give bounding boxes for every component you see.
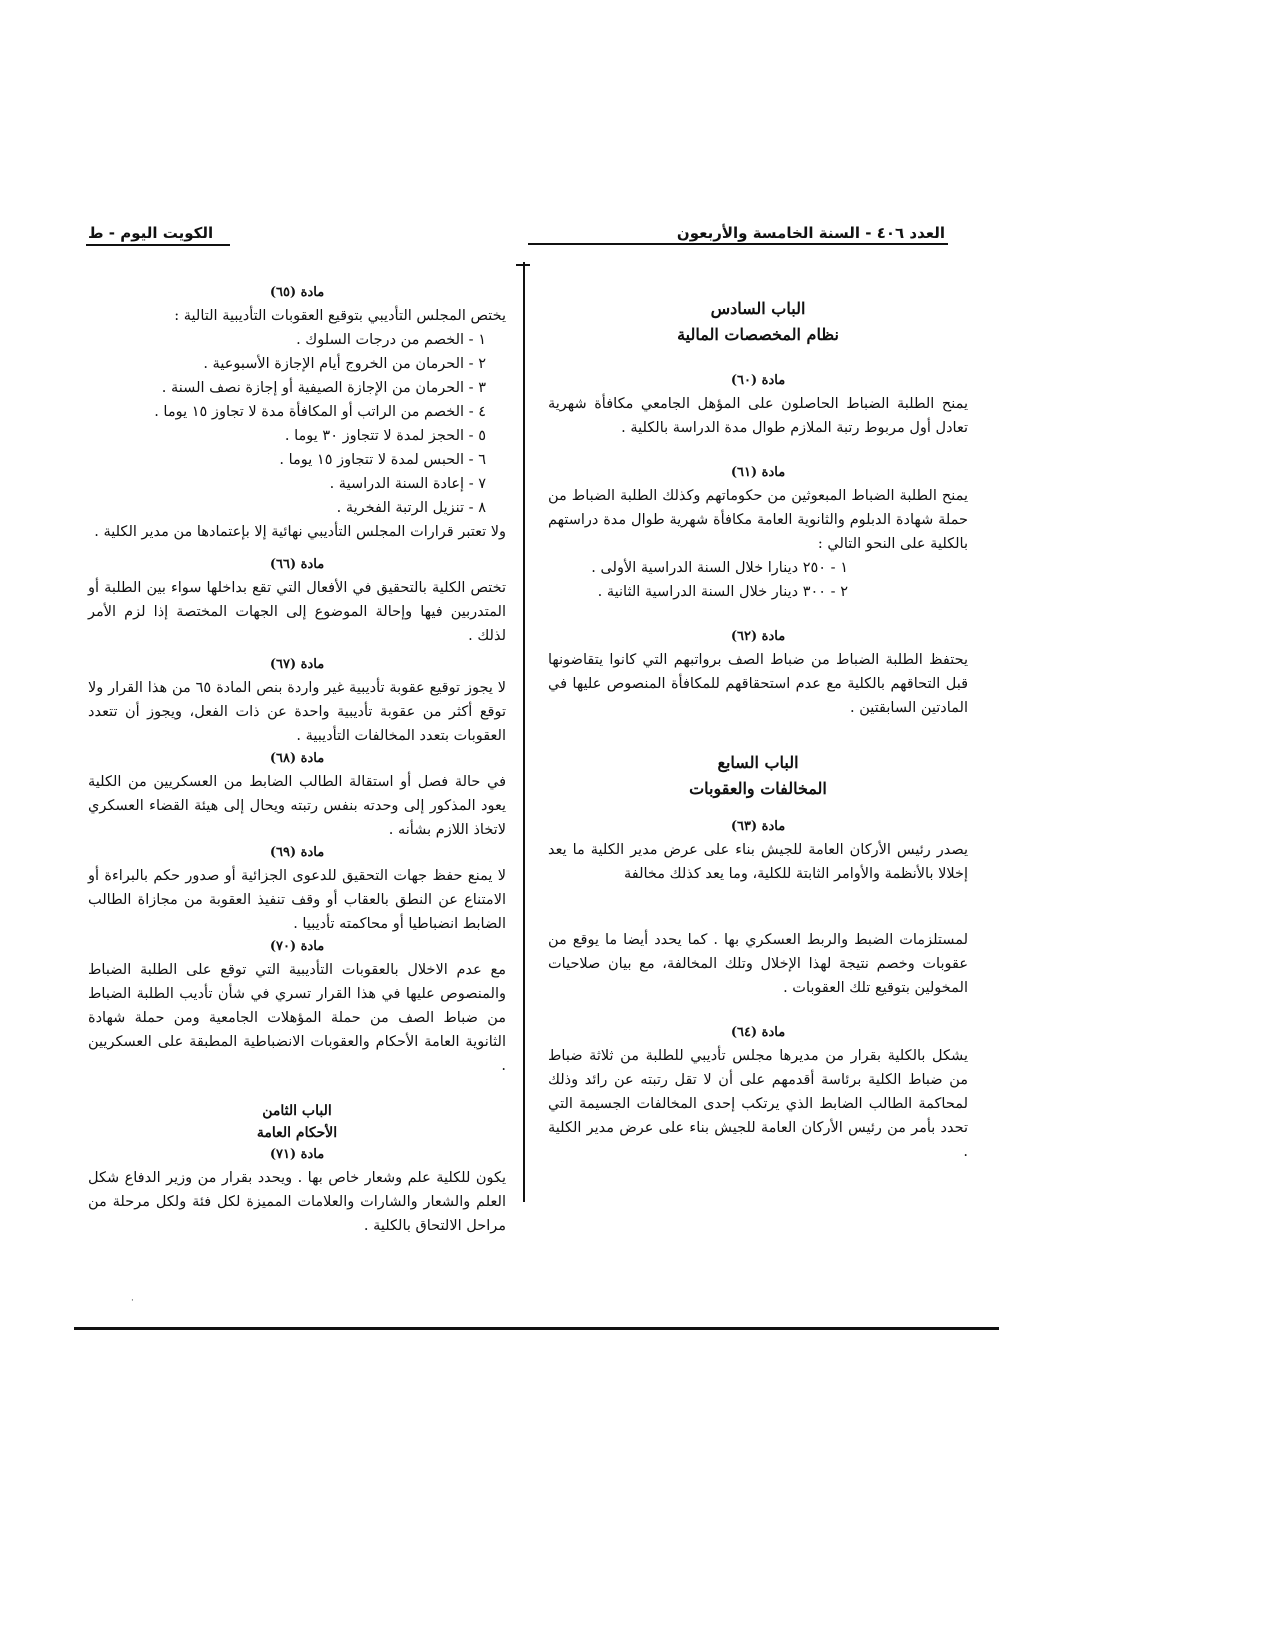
article-66-heading: مادة (٦٦) [269, 557, 325, 572]
article-61-item-2: ٢ - ٣٠٠ دينار خلال السنة الدراسية الثانية . [597, 584, 848, 600]
article-60-heading: مادة (٦٠) [730, 373, 786, 388]
article-70-heading: مادة (٧٠) [269, 939, 325, 954]
footer-rule [74, 1327, 999, 1330]
article-65-item: ٥ - الحجز لمدة لا تتجاوز ٣٠ يوما . [284, 428, 486, 444]
article-61-text: يمنح الطلبة الضباط المبعوثين من حكوماتهم وكذلك الطلبة الضباط من حملة شهادة الدبلوم والثانوية العامة مكافأة شهرية طوال مدة دراستهم بالكلية على النحو التالي : [548, 488, 968, 552]
article-69-text: لا يمنع حفظ جهات التحقيق للدعوى الجزائية أو صدور حكم بالبراءة أو الامتناع عن النطق بالعقاب أو وقف تنفيذ العقوبة من مجازاة الطالب الضابط انضباطيا أو محاكمته تأديبيا . [88, 868, 506, 932]
left-column [88, 282, 506, 1238]
article-68-heading: مادة (٦٨) [269, 751, 325, 766]
article-65-intro: يختص المجلس التأديبي بتوقيع العقوبات التأديبية التالية : [174, 308, 506, 324]
issue-header: العدد ٤٠٦ - السنة الخامسة والأربعون [676, 224, 945, 242]
article-66-text: تختص الكلية بالتحقيق في الأفعال التي تقع بداخلها سواء بين الطلبة أو المتدربين فيها وإحالة الموضوع إلى الجهات المختصة إذا لزم الأمر لذلك . [88, 580, 506, 644]
article-67-heading: مادة (٦٧) [269, 657, 325, 672]
chapter-8-subtitle: الأحكام العامة [256, 1125, 338, 1141]
article-61-heading: مادة (٦١) [730, 465, 786, 480]
chapter-7-title: الباب السابع [717, 753, 799, 772]
article-65-item: ٧ - إعادة السنة الدراسية . [329, 476, 486, 492]
chapter-6-title: الباب السادس [710, 299, 806, 318]
article-68-text: في حالة فصل أو استقالة الطالب الضابط من العسكريين من الكلية يعود المذكور إلى وحدته بنفس رتبته ويحال إلى هيئة القضاء العسكري لاتخاذ اللازم بشأنه . [88, 774, 506, 838]
column-divider-tick [516, 264, 530, 266]
article-71-heading: مادة (٧١) [269, 1147, 325, 1162]
article-65-item: ٣ - الحرمان من الإجازة الصيفية أو إجازة نصف السنة . [161, 380, 486, 396]
article-63-heading: مادة (٦٣) [730, 819, 786, 834]
article-65-item: ١ - الخصم من درجات السلوك . [296, 332, 486, 348]
article-65-item: ٦ - الحبس لمدة لا تتجاوز ١٥ يوما . [279, 452, 486, 468]
article-71-text: يكون للكلية علم وشعار خاص بها . ويحدد بقرار من وزير الدفاع شكل العلم والشعار والشارات والعلامات المميزة لكل فئة ولكل مرحلة من مراحل الالتحاق بالكلية . [88, 1170, 506, 1234]
chapter-7-subtitle: المخالفات والعقوبات [689, 779, 827, 798]
header-rule-right [528, 243, 948, 245]
header-rule-left [86, 244, 230, 246]
scan-speck: · [131, 1296, 134, 1306]
column-divider [523, 262, 525, 1202]
article-65-item: ٢ - الحرمان من الخروج أيام الإجازة الأسبوعية . [203, 356, 486, 372]
article-63-text-part-1: يصدر رئيس الأركان العامة للجيش بناء على عرض مدير الكلية ما يعد إخلالا بالأنظمة والأوامر الثابتة للكلية، وما يعد كذلك مخالفة [548, 842, 968, 882]
article-65-closing: ولا تعتبر قرارات المجلس التأديبي نهائية إلا بإعتمادها من مدير الكلية . [94, 524, 506, 540]
article-64-heading: مادة (٦٤) [730, 1025, 786, 1040]
chapter-6-subtitle: نظام المخصصات المالية [677, 325, 839, 344]
chapter-8-title: الباب الثامن [262, 1103, 332, 1119]
article-63-text-part-2: لمستلزمات الضبط والربط العسكري بها . كما يحدد أيضا ما يوقع من عقوبات وخصم نتيجة لهذا الإخلال وتلك المخالفة، مع بيان صلاحيات المخولين بتوقيع تلك العقوبات . [548, 932, 968, 996]
article-70-text: مع عدم الاخلال بالعقوبات التأديبية التي توقع على الطلبة الضباط والمنصوص عليها في هذا القرار تسري في شأن تأديب الطلبة الضباط من ضباط الصف من حملة المؤهلات الجامعية ومن حملة شهادة الثانوية العامة الأحكام والعقوبات الانضباطية المطبقة على العسكريين . [88, 962, 506, 1074]
right-column [548, 296, 968, 1164]
article-60-text: يمنح الطلبة الضباط الحاصلون على المؤهل الجامعي مكافأة شهرية تعادل أول مربوط رتبة الملازم طوال مدة الدراسة بالكلية . [548, 396, 968, 436]
article-61-item-1: ١ - ٢٥٠ دينارا خلال السنة الدراسية الأولى . [591, 560, 848, 576]
article-65-item: ٨ - تنزيل الرتبة الفخرية . [336, 500, 486, 516]
article-67-text: لا يجوز توقيع عقوبة تأديبية غير واردة بنص المادة ٦٥ من هذا القرار ولا توقع أكثر من عقوبة تأديبية واحدة عن ذات الفعل، ويجوز أن تتعدد العقوبات بتعدد المخالفات التأديبية . [88, 680, 506, 744]
publication-header: الكويت اليوم - ط [88, 224, 214, 242]
article-62-text: يحتفظ الطلبة الضباط من ضباط الصف برواتبهم التي كانوا يتقاضونها قبل التحاقهم بالكلية مع عدم استحقاقهم للمكافأة المنصوص عليها في المادتين السابقتين . [548, 652, 968, 716]
article-69-heading: مادة (٦٩) [269, 845, 325, 860]
article-62-heading: مادة (٦٢) [730, 629, 786, 644]
article-65-heading: مادة (٦٥) [269, 285, 325, 300]
article-64-text: يشكل بالكلية بقرار من مديرها مجلس تأديبي للطلبة من ثلاثة ضباط من ضباط الكلية برئاسة أقدمهم على أن لا تقل رتبته عن رائد وذلك لمحاكمة الطالب الضابط الذي يرتكب إحدى المخالفات الجسيمة التي تحدد بأمر من رئيس الأركان العامة للجيش بناء على عرض مدير الكلية . [548, 1048, 968, 1160]
article-65-item: ٤ - الخصم من الراتب أو المكافأة مدة لا تجاوز ١٥ يوما . [154, 404, 486, 420]
